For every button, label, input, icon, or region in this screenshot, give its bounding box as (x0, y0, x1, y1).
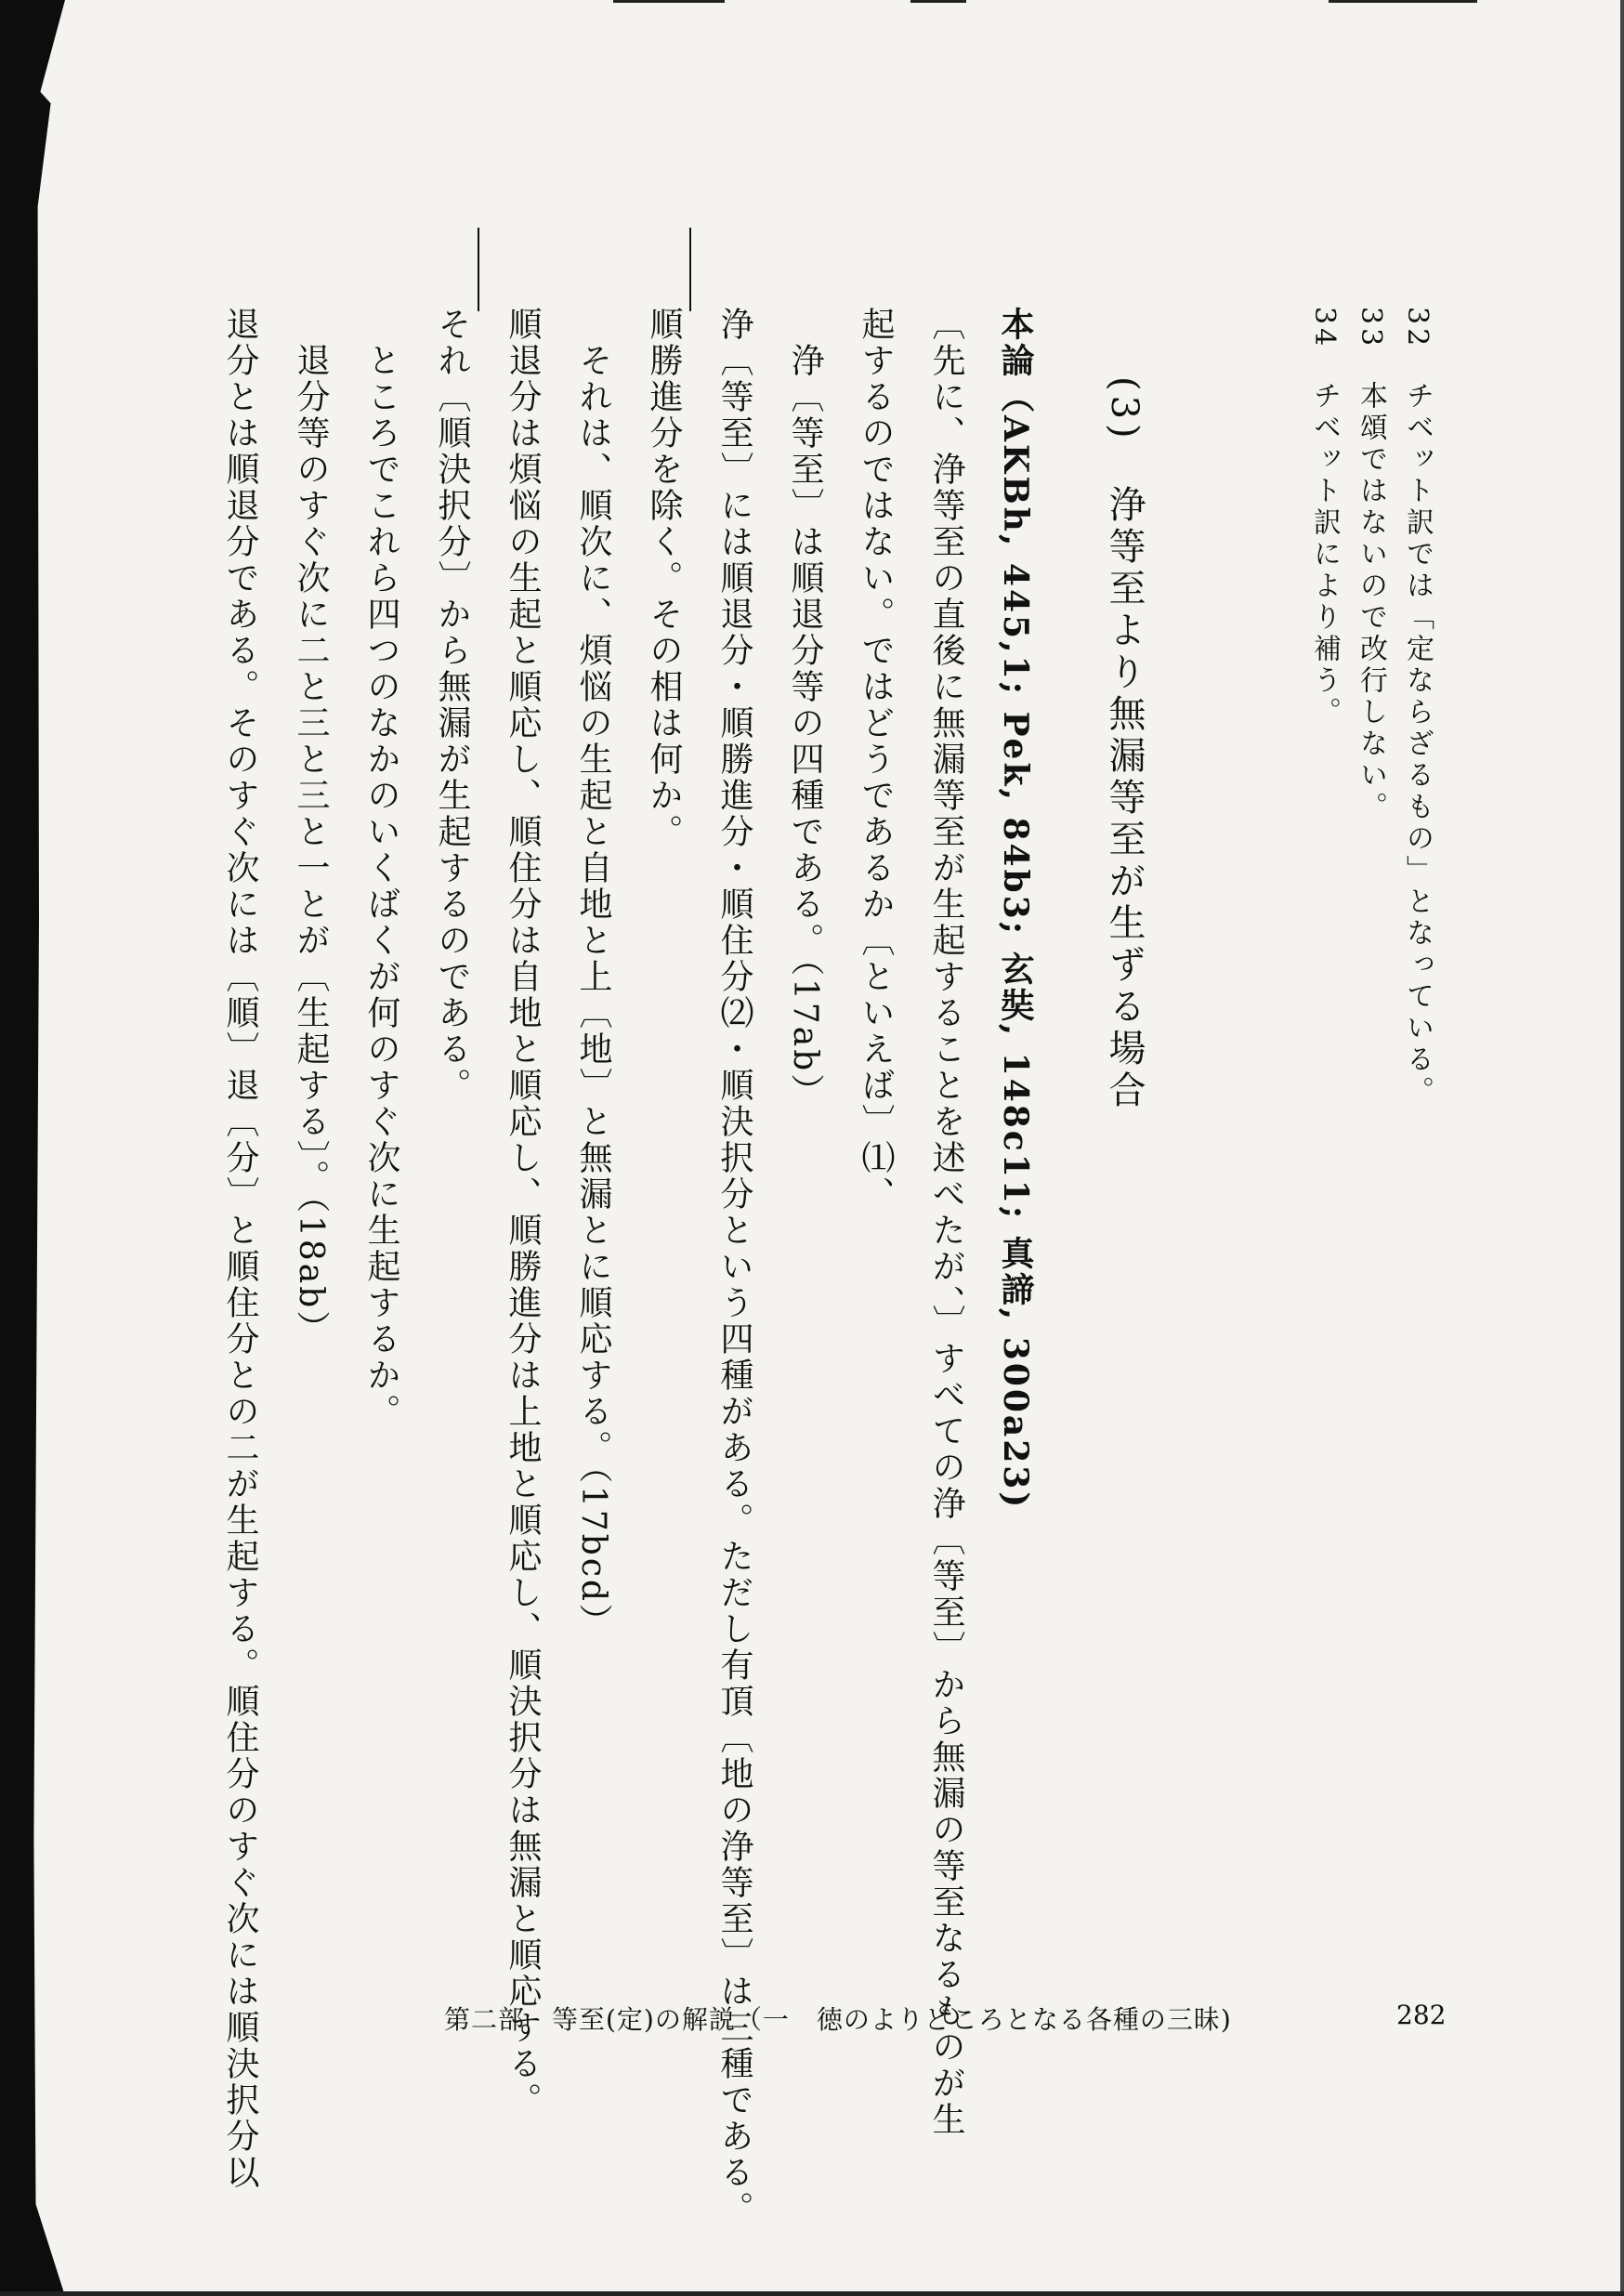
marginal-rule (689, 228, 691, 311)
scan-edge-top (613, 0, 725, 3)
note-33 (1355, 307, 1387, 824)
body-line: 起するのではない。ではどうであるか〔といえば〕⑴、 (857, 307, 895, 1213)
scan-edge-right (1620, 0, 1624, 2296)
scan-edge-bottom (0, 2291, 1624, 2296)
running-title: 第二部 等至(定)の解説（一 徳のよりどころとなる各種の三昧) (444, 2004, 1232, 2035)
note-number: 32 (1401, 307, 1434, 350)
page-number: 282 (1396, 2000, 1447, 2030)
body-line: ところでこれら四つのなかのいくばくが何のすぐ次に生起するか。 (362, 307, 400, 1430)
note-34 (1308, 307, 1341, 729)
note-32 (1401, 307, 1434, 1109)
body-line: 〔先に、浄等至の直後に無漏等至が生起することを述べたが、〕すべての浄〔等至〕から無漏の等至なるものが生 (927, 307, 965, 2138)
body-line: それ〔順決択分〕から無漏が生起するのである。 (433, 307, 471, 1104)
source-reference: 本論（AKBh, 445,1; Pek, 84b3; 玄奘, 148c11; 真諦, 300a23) (996, 307, 1035, 1511)
body-line: それは、順次に、煩悩の生起と自地と上〔地〕と無漏とに順応する。（17bcd） (574, 307, 612, 1641)
body-line: 順勝進分を除く。その相は何か。 (645, 307, 683, 850)
section-heading: (3) 浄等至より無漏等至が生ずる場合 (1103, 376, 1146, 1112)
scan-edge-top (910, 0, 966, 3)
body-line: 退分とは順退分である。そのすぐ次には〔順〕退〔分〕と順住分との二が生起する。順住分のすぐ次には順決択分以 (221, 307, 259, 2191)
note-text: 本頌ではないので改行しない。 (1355, 381, 1387, 824)
scan-shadow-left (0, 0, 65, 2296)
note-text: チベット訳により補う。 (1308, 381, 1341, 729)
body-line: 順退分は煩悩の生起と順応し、順住分は自地と順応し、順勝進分は上地と順応し、順決択分は無漏と順応する。 (504, 307, 542, 2119)
body-line: 浄〔等至〕には順退分・順勝進分・順住分⑵・順決択分という四種がある。ただし有頂〔地の浄等至〕は三種である。 (715, 307, 753, 2227)
body-line: 退分等のすぐ次に二と三と三と一とが〔生起する〕。（18ab） (292, 307, 330, 1347)
note-number: 33 (1355, 307, 1387, 350)
body-line: 浄〔等至〕は順退分等の四種である。（17ab） (786, 307, 824, 1110)
note-text: チベット訳では「定ならざるもの」となっている。 (1401, 381, 1434, 1109)
note-number: 34 (1308, 307, 1341, 350)
scan-edge-top (1329, 0, 1477, 3)
marginal-rule (478, 228, 479, 311)
